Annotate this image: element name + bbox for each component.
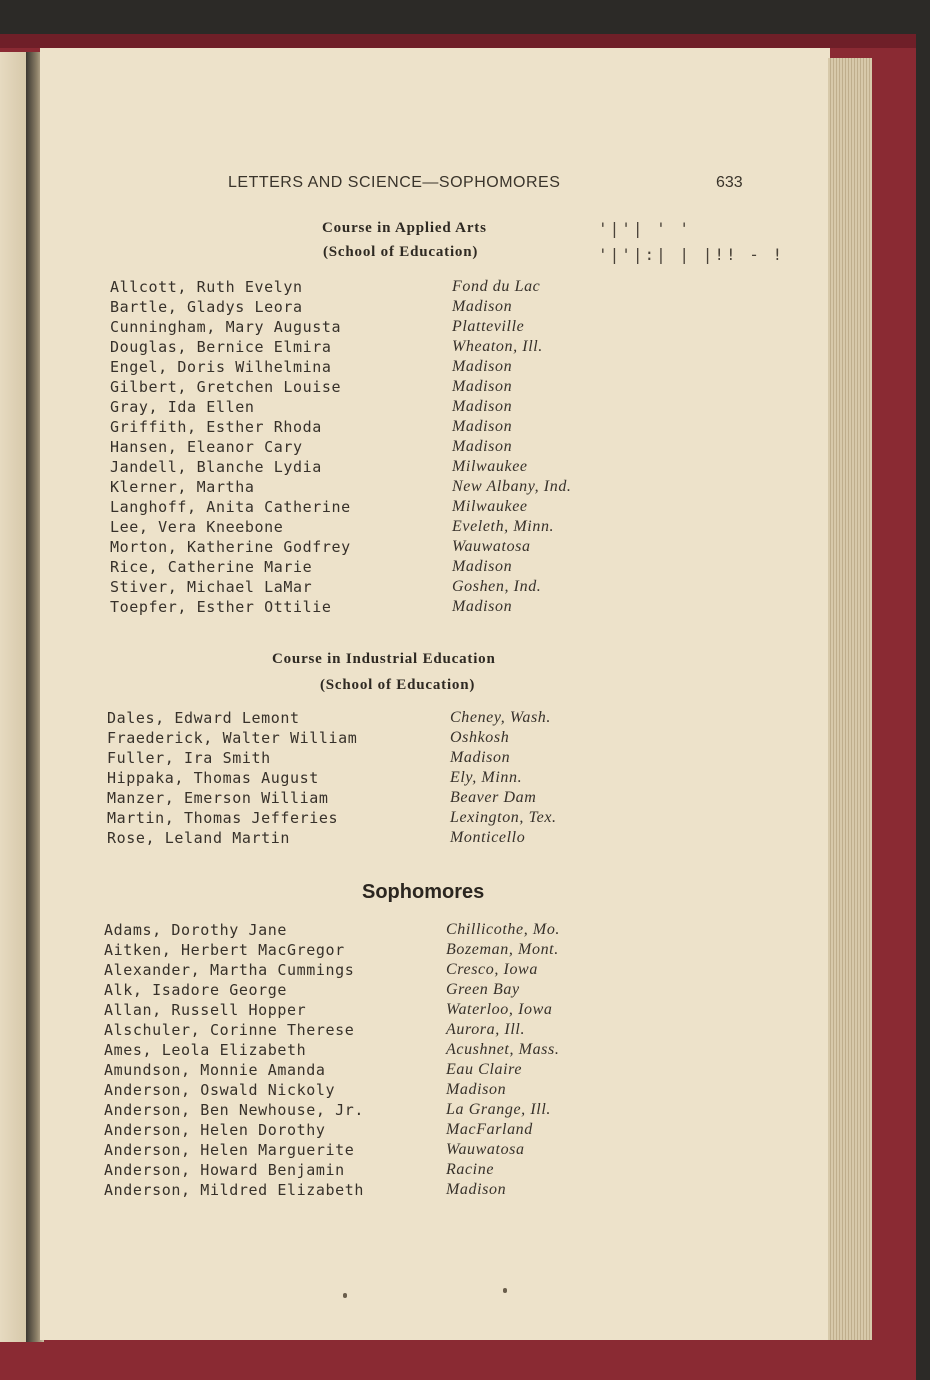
hometown: New Albany, Ind. (452, 478, 572, 495)
section-title-sophomores: Sophomores (362, 881, 485, 903)
hometown: Beaver Dam (450, 789, 537, 806)
student-name: Adams, Dorothy Jane (104, 921, 287, 939)
hometown: Eveleth, Minn. (452, 518, 555, 535)
section-title-applied-arts: Course in Applied Arts (322, 220, 487, 236)
hometown: Wauwatosa (452, 538, 531, 555)
hometown: La Grange, Ill. (446, 1101, 551, 1118)
cover-edge (0, 34, 916, 48)
stray-print-marks: '|'| ' ' '|'|:| | |!! - ! (598, 219, 785, 264)
hometown: Cresco, Iowa (446, 961, 538, 978)
student-name: Engel, Doris Wilhelmina (110, 358, 332, 376)
student-name: Anderson, Mildred Elizabeth (104, 1181, 365, 1199)
student-name: Hansen, Eleanor Cary (110, 438, 303, 456)
hometown: Madison (446, 1181, 507, 1198)
hometown: Madison (452, 378, 513, 395)
student-name: Anderson, Ben Newhouse, Jr. (104, 1101, 365, 1119)
student-name: Allan, Russell Hopper (104, 1001, 307, 1019)
section-subtitle-applied-arts: (School of Education) (323, 244, 479, 260)
hometown: Madison (452, 598, 513, 615)
student-name: Fuller, Ira Smith (107, 749, 271, 767)
hometown: Racine (446, 1161, 495, 1178)
student-name: Jandell, Blanche Lydia (110, 458, 322, 476)
student-name: Stiver, Michael LaMar (110, 578, 313, 596)
hometown: MacFarland (446, 1121, 533, 1138)
student-name: Allcott, Ruth Evelyn (110, 278, 303, 296)
student-name: Gilbert, Gretchen Louise (110, 378, 342, 396)
student-name: Fraederick, Walter William (107, 729, 358, 747)
student-name: Lee, Vera Kneebone (110, 518, 284, 536)
hometown: Eau Claire (446, 1061, 523, 1078)
section-title-industrial-education: Course in Industrial Education (272, 651, 496, 667)
hometown: Madison (452, 438, 513, 455)
student-name: Klerner, Martha (110, 478, 255, 496)
student-name: Griffith, Esther Rhoda (110, 418, 322, 436)
ink-speck (503, 1288, 507, 1293)
hometown: Madison (452, 398, 513, 415)
hometown: Madison (452, 358, 513, 375)
student-name: Hippaka, Thomas August (107, 769, 319, 787)
student-name: Alschuler, Corinne Therese (104, 1021, 355, 1039)
student-name: Anderson, Helen Marguerite (104, 1141, 355, 1159)
hometown: Monticello (450, 829, 526, 846)
student-name: Rose, Leland Martin (107, 829, 290, 847)
student-name: Alexander, Martha Cummings (104, 961, 355, 979)
facing-page-edge (0, 52, 26, 1342)
hometown: Ely, Minn. (450, 769, 523, 786)
hometown: Madison (452, 558, 513, 575)
hometown: Waterloo, Iowa (446, 1001, 553, 1018)
hometown: Fond du Lac (452, 278, 541, 295)
ink-speck (343, 1293, 347, 1298)
student-name: Morton, Katherine Godfrey (110, 538, 351, 556)
student-name: Anderson, Oswald Nickoly (104, 1081, 336, 1099)
student-name: Amundson, Monnie Amanda (104, 1061, 326, 1079)
hometown: Madison (452, 298, 513, 315)
hometown: Lexington, Tex. (450, 809, 557, 826)
student-name: Martin, Thomas Jefferies (107, 809, 339, 827)
student-name: Ames, Leola Elizabeth (104, 1041, 307, 1059)
hometown: Wauwatosa (446, 1141, 525, 1158)
student-name: Bartle, Gladys Leora (110, 298, 303, 316)
hometown: Milwaukee (452, 498, 528, 515)
hometown: Wheaton, Ill. (452, 338, 543, 355)
hometown: Oshkosh (450, 729, 510, 746)
student-name: Cunningham, Mary Augusta (110, 318, 342, 336)
student-name: Douglas, Bernice Elmira (110, 338, 332, 356)
student-name: Manzer, Emerson William (107, 789, 329, 807)
hometown: Madison (446, 1081, 507, 1098)
student-name: Alk, Isadore George (104, 981, 287, 999)
hometown: Goshen, Ind. (452, 578, 542, 595)
student-name: Dales, Edward Lemont (107, 709, 300, 727)
hometown: Milwaukee (452, 458, 528, 475)
section-subtitle-industrial-education: (School of Education) (320, 677, 476, 693)
student-name: Langhoff, Anita Catherine (110, 498, 351, 516)
hometown: Madison (450, 749, 511, 766)
hometown: Acushnet, Mass. (446, 1041, 560, 1058)
running-header: LETTERS AND SCIENCE—SOPHOMORES (228, 174, 561, 191)
student-name: Toepfer, Esther Ottilie (110, 598, 332, 616)
student-name: Anderson, Helen Dorothy (104, 1121, 326, 1139)
hometown: Bozeman, Mont. (446, 941, 559, 958)
hometown: Green Bay (446, 981, 520, 998)
student-name: Anderson, Howard Benjamin (104, 1161, 345, 1179)
hometown: Platteville (452, 318, 525, 335)
hometown: Cheney, Wash. (450, 709, 551, 726)
page-number: 633 (716, 174, 743, 191)
page-stack-edges (828, 58, 872, 1340)
student-name: Gray, Ida Ellen (110, 398, 255, 416)
student-name: Rice, Catherine Marie (110, 558, 313, 576)
hometown: Madison (452, 418, 513, 435)
student-name: Aitken, Herbert MacGregor (104, 941, 345, 959)
hometown: Chillicothe, Mo. (446, 921, 561, 938)
hometown: Aurora, Ill. (446, 1021, 526, 1038)
